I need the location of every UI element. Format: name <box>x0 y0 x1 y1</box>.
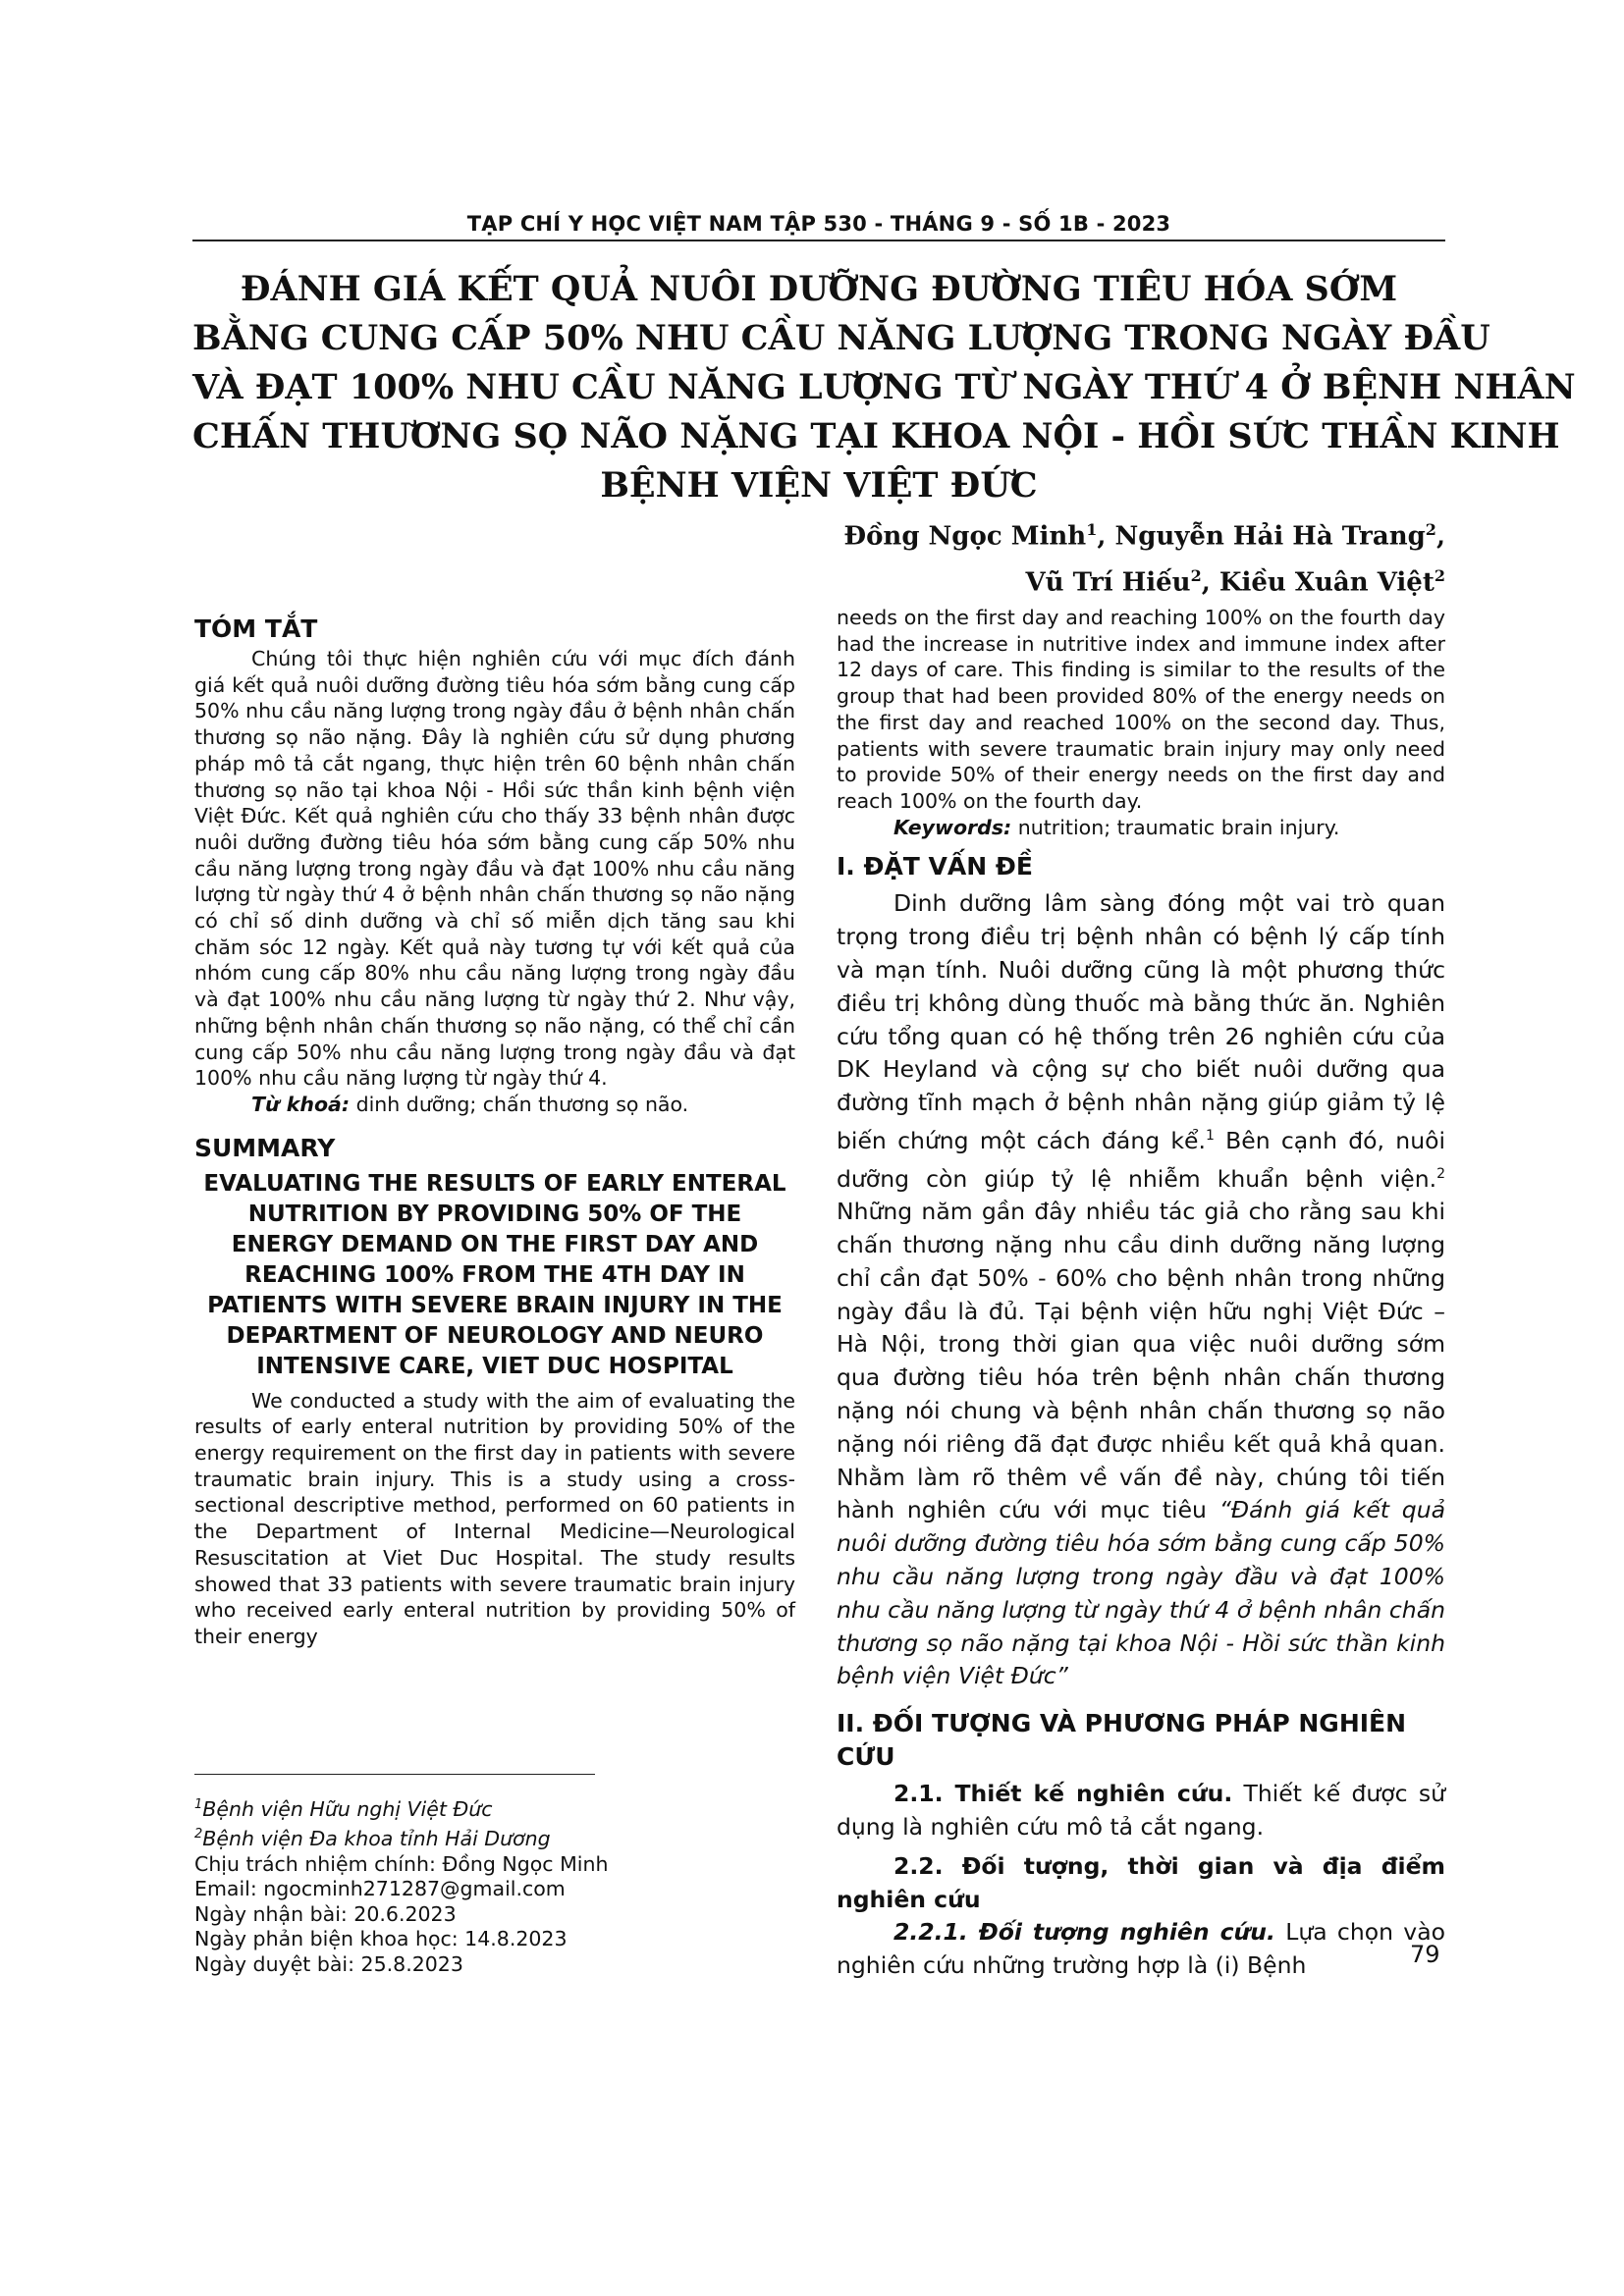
article-title <box>192 265 1576 510</box>
subsection-2-1 <box>837 1778 1445 1844</box>
affiliation-text: Bệnh viện Hữu nghị Việt Đức <box>202 1796 493 1821</box>
abstract-heading: TÓM TẮT <box>194 614 318 643</box>
author-name: Kiều Xuân Việt <box>1218 567 1435 598</box>
keywords-vi <box>194 1092 795 1118</box>
title-line: ĐÁNH GIÁ KẾT QUẢ NUÔI DƯỠNG ĐƯỜNG TIÊU HÓA SỚM <box>240 269 1398 309</box>
title-line: BỆNH VIỆN VIỆT ĐỨC <box>600 465 1038 506</box>
paragraph-text: Bên cạnh đó, nuôi dưỡng còn giúp tỷ lệ nhiễm khuẩn bệnh viện. <box>837 1126 1445 1193</box>
subsection-label: 2.1. Thiết kế nghiên cứu. <box>893 1780 1233 1808</box>
title-line: CHẤN THƯƠNG SỌ NÃO NẶNG TẠI KHOA NỘI - HỒI SỨC THẦN KINH <box>192 416 1560 456</box>
affiliation-marker: 1 <box>194 1797 203 1812</box>
author-name: Vũ Trí Hiếu <box>1025 567 1191 598</box>
affiliation-marker: 1 <box>1086 520 1098 539</box>
author-list <box>843 510 1445 602</box>
summary-heading: SUMMARY <box>194 1133 336 1162</box>
citation-marker: 2 <box>1436 1165 1445 1182</box>
title-line: VÀ ĐẠT 100% NHU CẦU NĂNG LƯỢNG TỪ NGÀY THỨ 4 Ở BỆNH NHÂN <box>192 367 1576 407</box>
affiliation-marker: 2 <box>1425 520 1436 539</box>
footnotes <box>194 1792 793 1977</box>
author-name: Nguyễn Hải Hà Trang <box>1114 521 1426 552</box>
date-accepted: Ngày duyệt bài: 25.8.2023 <box>194 1951 463 1976</box>
email: Email: ngocminh271287@gmail.com <box>194 1877 566 1901</box>
author-line-2 <box>843 557 1445 603</box>
section-1-heading: I. ĐẶT VẤN ĐỀ <box>837 852 1033 881</box>
subsection-text: Lựa chọn vào nghiên cứu những trường hợp là (i) Bệnh <box>837 1918 1445 1980</box>
paragraph-text: Dinh dưỡng lâm sàng đóng một vai trò quan trọng trong điều trị bệnh nhân có bệnh lý cấp tính và mạn tính. Nuôi dưỡng cũng là một phương thức điều trị không dùng thuốc mà bằng thức ăn. Nghiên cứu tổng quan có hệ thống trên 26 nghiên cứu của DK Heyland và cộng sự cho biết nuôi dưỡng qua đường tĩnh mạch ở bệnh nhân nặng giúp giảm tỷ lệ biến chứng một cách đáng kể. <box>837 889 1445 1154</box>
section-2-heading: II. ĐỐI TƯỢNG VÀ PHƯƠNG PHÁP NGHIÊN CỨU <box>837 1709 1407 1772</box>
objective-quote: “Đánh giá kết quả nuôi dưỡng đường tiêu hóa sớm bằng cung cấp 50% nhu cầu năng lượng trong ngày đầu và đạt 100% nhu cầu năng lượng từ ngày thứ 4 ở bệnh nhân chấn thương sọ não nặng tại khoa Nội - Hồi sức thần kinh bệnh viện Việt Đức” <box>837 1496 1445 1690</box>
author-line-1 <box>843 510 1445 557</box>
left-column <box>194 605 795 1650</box>
keywords-en <box>837 815 1445 841</box>
right-column <box>837 605 1445 1983</box>
affiliation-marker: 2 <box>1190 565 1202 585</box>
summary-body-part2: needs on the first day and reaching 100% on the fourth day had the increase in nutritive index and immune index after 12 days of care. This finding is similar to the results of the group that had been provided 80% of the energy needs on the first day and reached 100% on the second day. Thus, patients with severe traumatic brain injury may only need to provide 50% of their energy needs on the first day and reach 100% on the fourth day. <box>837 606 1445 813</box>
affiliation-marker: 2 <box>1434 565 1445 585</box>
date-received: Ngày nhận bài: 20.6.2023 <box>194 1901 457 1926</box>
citation-marker: 1 <box>1205 1127 1215 1144</box>
keywords-text: nutrition; traumatic brain injury. <box>1017 815 1340 839</box>
footnote-rule <box>194 1774 595 1775</box>
subsection-2-2: 2.2. Đối tượng, thời gian và địa điểm nghiên cứu <box>837 1851 1445 1913</box>
author-separator: , <box>1435 521 1445 552</box>
keywords-text: dinh dưỡng; chấn thương sọ não. <box>355 1092 689 1116</box>
summary-body-part1: We conducted a study with the aim of evaluating the results of early enteral nutrition by providing 50% of the energy requirement on the first day in patients with severe traumatic brain injury. This is a study using a cross-sectional descriptive method, performed on 60 patients in the Department of Internal Medicine—Neurological Resuscitation at Viet Duc Hospital. The study results showed that 33 patients with severe traumatic brain injury who received early enteral nutrition by providing 50% of their energy <box>194 1388 795 1648</box>
affiliation-2 <box>194 1822 793 1851</box>
affiliation-text: Bệnh viện Đa khoa tỉnh Hải Dương <box>202 1827 551 1851</box>
header-rule <box>192 240 1445 241</box>
author-name: Đồng Ngọc Minh <box>843 521 1087 552</box>
title-line: BẰNG CUNG CẤP 50% NHU CẦU NĂNG LƯỢNG TRONG NGÀY ĐẦU <box>192 318 1490 358</box>
running-head: TẠP CHÍ Y HỌC VIỆT NAM TẬP 530 - THÁNG 9 - SỐ 1B - 2023 <box>466 212 1171 236</box>
subsection-label: 2.2.1. Đối tượng nghiên cứu. <box>893 1918 1275 1947</box>
date-reviewed: Ngày phản biện khoa học: 14.8.2023 <box>194 1927 568 1951</box>
subsection-text: Thiết kế được sử dụng là nghiên cứu mô tả cắt ngang. <box>837 1780 1445 1841</box>
affiliation-1 <box>194 1792 793 1822</box>
affiliation-marker: 2 <box>194 1827 203 1842</box>
corresponding-author: Chịu trách nhiệm chính: Đồng Ngọc Minh <box>194 1851 609 1876</box>
subsection-2-2-1 <box>837 1916 1445 1983</box>
keywords-label: Từ khoá: <box>251 1092 351 1116</box>
keywords-label: Keywords: <box>893 815 1012 839</box>
paragraph-text: Những năm gần đây nhiều tác giả cho rằng sau khi chấn thương nặng nhu cầu dinh dưỡng năng lượng chỉ cần đạt 50% - 60% cho bệnh nhân trong những ngày đầu là đủ. Tại bệnh viện hữu nghị Việt Đức – Hà Nội, trong thời gian qua việc nuôi dưỡng sớm qua đường tiêu hóa trên bệnh nhân chấn thương nặng nói chung và bệnh nhân chấn thương sọ não nặng nói riêng đã đạt được nhiều kết quả khả quan. Nhằm làm rõ thêm về vấn đề này, chúng tôi tiến hành nghiên cứu với mục tiêu <box>837 1198 1445 1524</box>
page-number: 79 <box>1410 1941 1440 1968</box>
english-title: EVALUATING THE RESULTS OF EARLY ENTERAL NUTRITION BY PROVIDING 50% OF THE ENERGY DEMAND ON THE FIRST DAY AND REACHING 100% FROM THE 4TH DAY IN PATIENTS WITH SEVERE BRAIN INJURY IN THE DEPARTMENT OF NEUROLOGY AND NEURO INTENSIVE CARE, VIET DUC HOSPITAL <box>203 1170 786 1379</box>
author-separator: , <box>1097 521 1107 552</box>
abstract-vi-body: Chúng tôi thực hiện nghiên cứu với mục đích đánh giá kết quả nuôi dưỡng đường tiêu hóa sớm bằng cung cấp 50% nhu cầu năng lượng trong ngày đầu ở bệnh nhân chấn thương sọ não nặng. Đây là nghiên cứu sử dụng phương pháp mô tả cắt ngang, thực hiện trên 60 bệnh nhân chấn thương sọ não tại khoa Nội - Hồi sức thần kinh bệnh viện Việt Đức. Kết quả nghiên cứu cho thấy 33 bệnh nhân được nuôi dưỡng đường tiêu hóa sớm bằng cung cấp 50% nhu cầu năng lượng trong ngày đầu và đạt 100% nhu cầu năng lượng từ ngày thứ 4 ở bệnh nhân chấn thương sọ não nặng có chỉ số dinh dưỡng và chỉ số miễn dịch tăng sau khi chăm sóc 12 ngày. Kết quả này tương tự với kết quả của nhóm cung cấp 80% nhu cầu năng lượng trong ngày đầu và đạt 100% nhu cầu năng lượng từ ngày thứ 2. Như vậy, những bệnh nhân chấn thương sọ não nặng, có thể chỉ cần cung cấp 50% nhu cầu năng lượng trong ngày đầu và đạt 100% nhu cầu năng lượng từ ngày thứ 4. <box>194 647 795 1091</box>
author-separator: , <box>1201 567 1211 598</box>
section-1-paragraph <box>837 887 1445 1693</box>
